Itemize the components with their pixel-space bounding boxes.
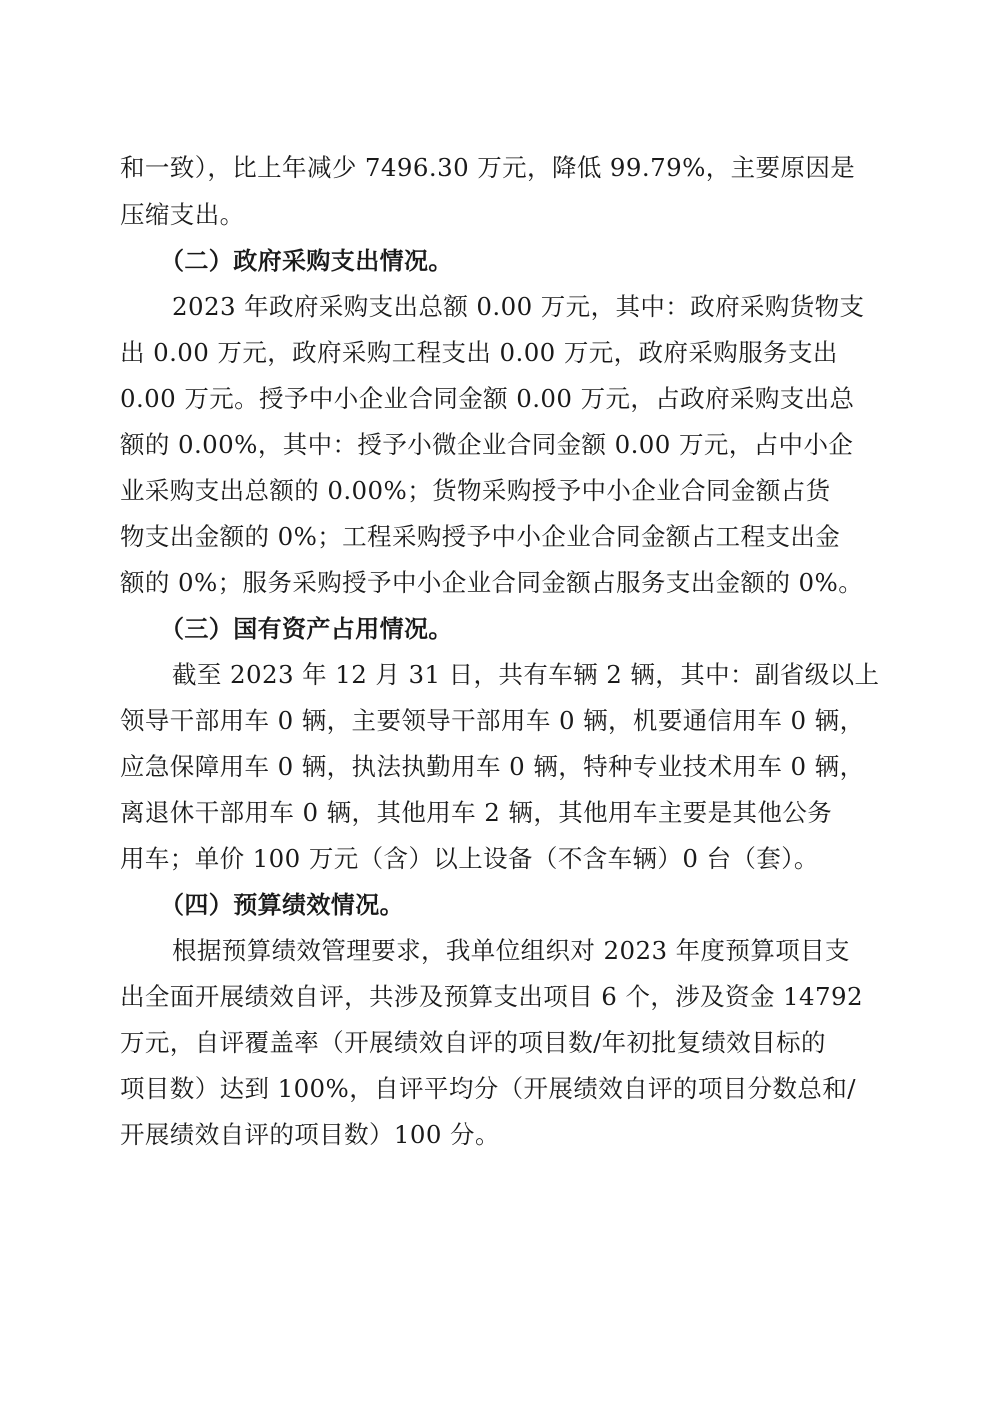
paragraph-line: 压缩支出。 — [120, 200, 245, 229]
paragraph-line: 万元，自评覆盖率（开展绩效自评的项目数/年初批复绩效目标的 — [120, 1028, 826, 1057]
paragraph-line: 根据预算绩效管理要求，我单位组织对 2023 年度预算项目支 — [172, 936, 850, 965]
paragraph-line: 离退休干部用车 0 辆，其他用车 2 辆，其他用车主要是其他公务 — [120, 798, 833, 827]
paragraph-line: 应急保障用车 0 辆，执法执勤用车 0 辆，特种专业技术用车 0 辆， — [120, 752, 865, 781]
paragraph-line: 出 0.00 万元，政府采购工程支出 0.00 万元，政府采购服务支出 — [120, 338, 838, 367]
paragraph-line: 和一致），比上年减少 7496.30 万元，降低 99.79%，主要原因是 — [120, 153, 856, 182]
paragraph-line: 领导干部用车 0 辆，主要领导干部用车 0 辆，机要通信用车 0 辆， — [120, 706, 865, 735]
paragraph-line: 出全面开展绩效自评，共涉及预算支出项目 6 个，涉及资金 14792 — [120, 982, 863, 1011]
paragraph-line: 开展绩效自评的项目数）100 分。 — [120, 1120, 500, 1149]
paragraph-line: 额的 0%；服务采购授予中小企业合同金额占服务支出金额的 0%。 — [120, 568, 864, 597]
section-heading-assets: （三）国有资产占用情况。 — [160, 615, 453, 643]
section-heading-procurement: （二）政府采购支出情况。 — [160, 247, 453, 275]
paragraph-line: 额的 0.00%，其中：授予小微企业合同金额 0.00 万元，占中小企 — [120, 430, 854, 459]
paragraph-line: 2023 年政府采购支出总额 0.00 万元，其中：政府采购货物支 — [172, 292, 865, 321]
paragraph-line: 0.00 万元。授予中小企业合同金额 0.00 万元，占政府采购支出总 — [120, 384, 855, 413]
paragraph-line: 用车；单价 100 万元（含）以上设备（不含车辆）0 台（套）。 — [120, 844, 819, 873]
section-heading-performance: （四）预算绩效情况。 — [160, 891, 404, 919]
paragraph-line: 项目数）达到 100%，自评平均分（开展绩效自评的项目分数总和/ — [120, 1074, 856, 1103]
paragraph-line: 业采购支出总额的 0.00%；货物采购授予中小企业合同金额占货 — [120, 476, 831, 505]
paragraph-line: 截至 2023 年 12 月 31 日，共有车辆 2 辆，其中：副省级以上 — [172, 660, 880, 689]
paragraph-line: 物支出金额的 0%；工程采购授予中小企业合同金额占工程支出金 — [120, 522, 841, 551]
